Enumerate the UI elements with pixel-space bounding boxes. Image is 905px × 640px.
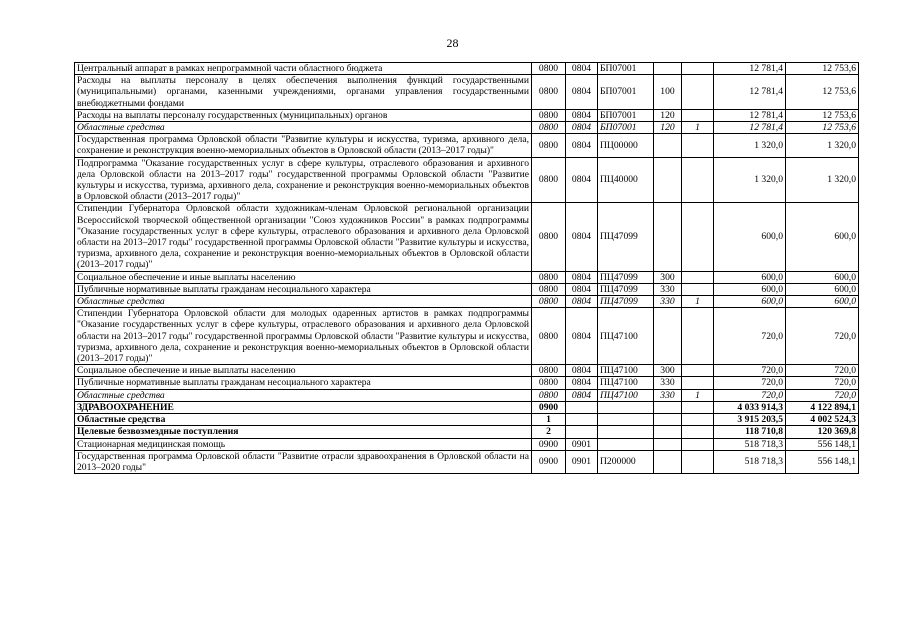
cell-amount-year-1: 720,0 <box>714 377 786 389</box>
cell-section: 0800 <box>532 109 566 121</box>
table-row <box>75 203 859 271</box>
cell-subsection: 0804 <box>566 389 598 401</box>
cell-amount-year-2: 12 753,6 <box>786 63 859 75</box>
cell-amount-year-1: 4 033 914,3 <box>714 401 786 413</box>
cell-amount-year-2: 600,0 <box>786 203 859 271</box>
table-row <box>75 283 859 295</box>
cell-amount-year-2: 556 148,1 <box>786 450 859 473</box>
cell-section: 2 <box>532 426 566 438</box>
cell-section: 0900 <box>532 438 566 450</box>
cell-subsection: 0804 <box>566 283 598 295</box>
cell-expense-type <box>654 134 682 157</box>
table-row <box>75 271 859 283</box>
cell-funding-source <box>682 414 714 426</box>
cell-target-article <box>598 438 654 450</box>
cell-expense-type <box>654 414 682 426</box>
cell-subsection: 0804 <box>566 365 598 377</box>
cell-funding-source: 1 <box>682 296 714 308</box>
cell-amount-year-2: 120 369,8 <box>786 426 859 438</box>
cell-amount-year-1: 518 718,3 <box>714 438 786 450</box>
cell-name: Публичные нормативные выплаты гражданам несоциального характера <box>75 283 532 295</box>
cell-target-article <box>598 426 654 438</box>
table-row <box>75 122 859 134</box>
cell-funding-source <box>682 134 714 157</box>
cell-section: 0800 <box>532 75 566 110</box>
cell-amount-year-2: 720,0 <box>786 389 859 401</box>
cell-name: Расходы на выплаты персоналу государственных (муниципальных) органов <box>75 109 532 121</box>
cell-section: 0800 <box>532 389 566 401</box>
cell-amount-year-1: 518 718,3 <box>714 450 786 473</box>
cell-name: Областные средства <box>75 122 532 134</box>
cell-amount-year-2: 600,0 <box>786 283 859 295</box>
cell-section: 0800 <box>532 203 566 271</box>
table-row <box>75 401 859 413</box>
cell-section: 0800 <box>532 63 566 75</box>
cell-amount-year-1: 720,0 <box>714 389 786 401</box>
cell-subsection: 0804 <box>566 203 598 271</box>
table-row <box>75 296 859 308</box>
cell-amount-year-1: 600,0 <box>714 271 786 283</box>
cell-expense-type <box>654 450 682 473</box>
cell-funding-source <box>682 203 714 271</box>
cell-amount-year-1: 3 915 203,5 <box>714 414 786 426</box>
cell-subsection: 0804 <box>566 157 598 203</box>
cell-subsection: 0804 <box>566 296 598 308</box>
cell-amount-year-1: 12 781,4 <box>714 63 786 75</box>
cell-amount-year-2: 1 320,0 <box>786 157 859 203</box>
cell-section: 1 <box>532 414 566 426</box>
table-row <box>75 377 859 389</box>
table-row <box>75 157 859 203</box>
cell-subsection: 0804 <box>566 75 598 110</box>
budget-table <box>74 62 859 474</box>
cell-subsection: 0804 <box>566 308 598 365</box>
cell-target-article: БП07001 <box>598 63 654 75</box>
cell-name: Стипендии Губернатора Орловской области для молодых одаренных артистов в рамках подпрограммы "Оказание государственных услуг в сфере культуры, отраслевого образования и архивного дела Орловской области на 2013–2017 годы" государственной программы Орловской области "Развитие культуры и искусства, туризма, архивного дела, сохранение и реконструкция военно-мемориальных объектов в Орловской области (2013–2017 годы)" <box>75 308 532 365</box>
cell-section: 0800 <box>532 122 566 134</box>
cell-amount-year-1: 12 781,4 <box>714 122 786 134</box>
cell-expense-type: 120 <box>654 109 682 121</box>
table-row <box>75 450 859 473</box>
cell-target-article: БП07001 <box>598 75 654 110</box>
cell-subsection: 0804 <box>566 109 598 121</box>
cell-amount-year-2: 4 122 894,1 <box>786 401 859 413</box>
cell-name: Подпрограмма "Оказание государственных услуг в сфере культуры, отраслевого образования и архивного дела Орловской области на 2013–2017 годы" государственной программы Орловской области "Развитие культуры и искусства, туризма, архивного дела, сохранение и реконструкция военно-мемориальных объектов в Орловской области (2013–2017 годы)" <box>75 157 532 203</box>
cell-name: Государственная программа Орловской области "Развитие культуры и искусства, туризма, архивного дела, сохранение и реконструкция военно-мемориальных объектов в Орловской области (2013–2017 годы)" <box>75 134 532 157</box>
cell-expense-type <box>654 438 682 450</box>
cell-amount-year-1: 600,0 <box>714 296 786 308</box>
cell-name: Целевые безвозмездные поступления <box>75 426 532 438</box>
cell-subsection: 0804 <box>566 122 598 134</box>
table-row <box>75 63 859 75</box>
cell-amount-year-1: 600,0 <box>714 283 786 295</box>
cell-section: 0800 <box>532 134 566 157</box>
cell-amount-year-1: 720,0 <box>714 308 786 365</box>
cell-name: Государственная программа Орловской области "Развитие отрасли здравоохранения в Орловской области на 2013–2020 годы" <box>75 450 532 473</box>
cell-section: 0800 <box>532 283 566 295</box>
cell-target-article: БП07001 <box>598 109 654 121</box>
cell-amount-year-2: 12 753,6 <box>786 109 859 121</box>
cell-amount-year-1: 118 710,8 <box>714 426 786 438</box>
cell-amount-year-2: 1 320,0 <box>786 134 859 157</box>
table-row <box>75 414 859 426</box>
cell-funding-source <box>682 308 714 365</box>
table-row <box>75 438 859 450</box>
table-row <box>75 109 859 121</box>
cell-target-article: ПЦ00000 <box>598 134 654 157</box>
cell-section: 0800 <box>532 377 566 389</box>
cell-expense-type: 330 <box>654 296 682 308</box>
cell-expense-type: 300 <box>654 365 682 377</box>
cell-section: 0800 <box>532 296 566 308</box>
cell-name: Стационарная медицинская помощь <box>75 438 532 450</box>
cell-expense-type <box>654 308 682 365</box>
cell-target-article: ПЦ47099 <box>598 283 654 295</box>
cell-name: Социальное обеспечение и иные выплаты населению <box>75 365 532 377</box>
cell-funding-source <box>682 401 714 413</box>
cell-name: Центральный аппарат в рамках непрограммной части областного бюджета <box>75 63 532 75</box>
table-row <box>75 75 859 110</box>
cell-target-article: П200000 <box>598 450 654 473</box>
cell-amount-year-2: 600,0 <box>786 271 859 283</box>
table-row <box>75 134 859 157</box>
table-row <box>75 426 859 438</box>
cell-amount-year-2: 12 753,6 <box>786 122 859 134</box>
cell-funding-source: 1 <box>682 389 714 401</box>
cell-funding-source <box>682 75 714 110</box>
cell-subsection: 0804 <box>566 63 598 75</box>
cell-name: Областные средства <box>75 414 532 426</box>
cell-expense-type <box>654 203 682 271</box>
cell-funding-source <box>682 365 714 377</box>
cell-amount-year-2: 4 002 524,3 <box>786 414 859 426</box>
cell-target-article: ПЦ40000 <box>598 157 654 203</box>
cell-amount-year-2: 12 753,6 <box>786 75 859 110</box>
table-row <box>75 365 859 377</box>
cell-name: Публичные нормативные выплаты гражданам несоциального характера <box>75 377 532 389</box>
cell-amount-year-1: 1 320,0 <box>714 157 786 203</box>
cell-amount-year-1: 1 320,0 <box>714 134 786 157</box>
cell-name: Расходы на выплаты персоналу в целях обеспечения выполнения функций государственными (муниципальными) органами, казенными учреждениями, органами управления государственными внебюджетными фондами <box>75 75 532 110</box>
cell-funding-source <box>682 271 714 283</box>
cell-amount-year-1: 600,0 <box>714 203 786 271</box>
cell-target-article: ПЦ47099 <box>598 271 654 283</box>
cell-name: Областные средства <box>75 296 532 308</box>
cell-target-article <box>598 401 654 413</box>
page-number: 28 <box>446 36 459 50</box>
cell-amount-year-2: 600,0 <box>786 296 859 308</box>
cell-target-article <box>598 414 654 426</box>
cell-expense-type <box>654 426 682 438</box>
cell-subsection <box>566 414 598 426</box>
cell-section: 0800 <box>532 271 566 283</box>
cell-section: 0900 <box>532 401 566 413</box>
cell-amount-year-2: 720,0 <box>786 365 859 377</box>
cell-name: Стипендии Губернатора Орловской области художникам-членам Орловской региональной организации Всероссийской творческой общественной организации "Союз художников России" в рамках подпрограммы "Оказание государственных услуг в сфере культуры, отраслевого образования и архивного дела Орловской области на 2013–2017 годы" государственной программы Орловской области "Развитие культуры и искусства, туризма, архивного дела, сохранение и реконструкция военно-мемориальных объектов в Орловской области (2013–2017 годы)" <box>75 203 532 271</box>
table-body <box>75 63 859 474</box>
cell-subsection <box>566 426 598 438</box>
cell-expense-type <box>654 157 682 203</box>
cell-amount-year-2: 720,0 <box>786 308 859 365</box>
cell-expense-type <box>654 63 682 75</box>
cell-amount-year-1: 720,0 <box>714 365 786 377</box>
cell-subsection: 0901 <box>566 438 598 450</box>
cell-section: 0900 <box>532 450 566 473</box>
cell-expense-type: 330 <box>654 389 682 401</box>
cell-expense-type <box>654 401 682 413</box>
cell-amount-year-1: 12 781,4 <box>714 75 786 110</box>
cell-funding-source <box>682 377 714 389</box>
cell-subsection: 0804 <box>566 271 598 283</box>
cell-funding-source <box>682 438 714 450</box>
cell-expense-type: 330 <box>654 377 682 389</box>
table-row <box>75 308 859 365</box>
cell-amount-year-1: 12 781,4 <box>714 109 786 121</box>
cell-subsection: 0901 <box>566 450 598 473</box>
cell-amount-year-2: 556 148,1 <box>786 438 859 450</box>
cell-subsection: 0804 <box>566 377 598 389</box>
cell-name: Областные средства <box>75 389 532 401</box>
cell-target-article: ПЦ47100 <box>598 308 654 365</box>
cell-expense-type: 100 <box>654 75 682 110</box>
cell-funding-source <box>682 157 714 203</box>
cell-funding-source <box>682 109 714 121</box>
table-row <box>75 389 859 401</box>
cell-subsection <box>566 401 598 413</box>
cell-section: 0800 <box>532 365 566 377</box>
cell-expense-type: 120 <box>654 122 682 134</box>
cell-target-article: ПЦ47099 <box>598 296 654 308</box>
cell-target-article: ПЦ47100 <box>598 365 654 377</box>
cell-funding-source <box>682 63 714 75</box>
cell-funding-source <box>682 450 714 473</box>
cell-funding-source <box>682 426 714 438</box>
cell-target-article: ПЦ47099 <box>598 203 654 271</box>
cell-funding-source <box>682 283 714 295</box>
cell-target-article: ПЦ47100 <box>598 377 654 389</box>
cell-name: ЗДРАВООХРАНЕНИЕ <box>75 401 532 413</box>
cell-target-article: БП07001 <box>598 122 654 134</box>
cell-amount-year-2: 720,0 <box>786 377 859 389</box>
cell-expense-type: 300 <box>654 271 682 283</box>
cell-section: 0800 <box>532 157 566 203</box>
cell-section: 0800 <box>532 308 566 365</box>
cell-target-article: ПЦ47100 <box>598 389 654 401</box>
cell-funding-source: 1 <box>682 122 714 134</box>
cell-name: Социальное обеспечение и иные выплаты населению <box>75 271 532 283</box>
cell-subsection: 0804 <box>566 134 598 157</box>
cell-expense-type: 330 <box>654 283 682 295</box>
